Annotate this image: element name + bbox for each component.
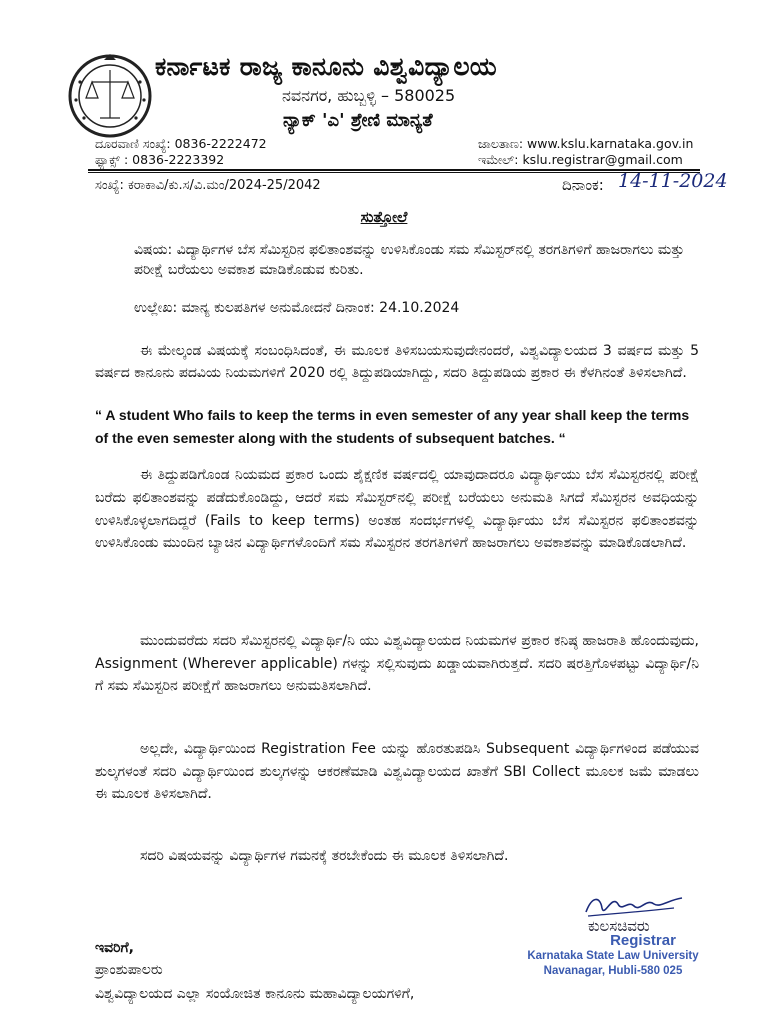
rule-quote: “ A student Who fails to keep the terms in even semester of any year shall keep the terms of the even semester along with the students of subsequent batches. “ xyxy=(95,407,690,446)
circular-title: ಸುತ್ತೋಲೆ xyxy=(360,208,408,226)
header-divider xyxy=(88,169,700,171)
fax-number: ಫ್ಯಾಕ್ಸ್ : 0836-2223392 xyxy=(95,152,225,167)
university-logo-icon xyxy=(66,52,154,140)
recipients-heading: ಇವರಿಗೆ, xyxy=(95,940,134,956)
accreditation-line: ನ್ಯಾಕ್ 'ಎ' ಶ್ರೇಣಿ ಮಾನ್ಯತೆ xyxy=(283,110,433,131)
paragraph-intro: ಈ ಮೇಲ್ಕಂಡ ವಿಷಯಕ್ಕೆ ಸಂಬಂಧಿಸಿದಂತೆ, ಈ ಮೂಲಕ ತಿಳಿಸಬಯಸುವುದೇನಂದರೆ, ವಿಶ್ವವಿದ್ಯಾಲಯದ 3 ವರ್ಷದ ಮತ್ತು 5 ವರ್ಷದ ಕಾನೂನು ಪದವಿಯ ನಿಯಮಗಳಿಗೆ 2020 ರಲ್ಲಿ ತಿದ್ದುಪಡಿಯಾಗಿದ್ದು, ಸದರಿ ತಿದ್ದುಪಡಿಯ ಪ್ರಕಾರ ಈ ಕೆಳಗಿನಂತೆ ತಿಳಿಸಲಾಗಿದೆ. xyxy=(95,343,699,381)
reference-line: ಉಲ್ಲೇಖ: ಮಾನ್ಯ ಕುಲಪತಿಗಳ ಅನುಮೋದನೆ ದಿನಾಂಕ: 24.10.2024 xyxy=(134,300,460,316)
seal-address: Navanagar, Hubli-580 025 xyxy=(543,965,683,977)
signatory-designation: ಕುಲಸಚಿವರು xyxy=(588,917,650,935)
paragraph-conditions: ಮುಂದುವರೆದು ಸದರಿ ಸೆಮಿಸ್ಟರನಲ್ಲಿ ವಿದ್ಯಾರ್ಥಿ/ನಿ ಯು ವಿಶ್ವವಿದ್ಯಾಲಯದ ನಿಯಮಗಳ ಪ್ರಕಾರ ಕನಿಷ್ಠ ಹಾಜರಾತಿ ಹೊಂದುವುದು, Assignment (Wherever applicable) ಗಳನ್ನು ಸಲ್ಲಿಸುವುದು ಖಡ್ಡಾಯವಾಗಿರುತ್ತದೆ. ಸದರಿ ಷರತ್ತಿಗೊಳಪಟ್ಟು ವಿದ್ಯಾರ್ಥಿ/ನಿ ಗೆ ಸಮ ಸೆಮಿಸ್ಟರಿನ ಪರೀಕ್ಷೆಗೆ ಹಾಜರಾಗಲು ಅನುಮತಿಸಲಾಗಿದೆ. xyxy=(95,633,699,694)
header-divider-thin xyxy=(88,172,700,173)
seal-title: Registrar xyxy=(610,932,676,949)
recipient-line-2: ವಿಶ್ವವಿದ್ಯಾಲಯದ ಎಲ್ಲಾ ಸಂಯೋಜಿತ ಕಾನೂನು ಮಹಾವಿದ್ಯಾಲಯಗಳಿಗೆ, xyxy=(95,986,415,1002)
paragraph-closing: ಸದರಿ ವಿಷಯವನ್ನು ವಿದ್ಯಾರ್ಥಿಗಳ ಗಮನಕ್ಕೆ ತರಬೇಕೆಂದು ಈ ಮೂಲಕ ತಿಳಿಸಲಾಗಿದೆ. xyxy=(140,848,509,864)
paragraph-fees: ಅಲ್ಲದೇ, ವಿದ್ಯಾರ್ಥಿಯಿಂದ Registration Fee ಯನ್ನು ಹೊರತುಪಡಿಸಿ Subsequent ವಿದ್ಯಾರ್ಥಿಗಳಿಂದ ಪಡೆಯುವ ಶುಲ್ಕಗಳಂತೆ ಸದರಿ ವಿದ್ಯಾರ್ಥಿಯಿಂದ ಶುಲ್ಕಗಳನ್ನು ಆಕರಣೆಮಾಡಿ ವಿಶ್ವವಿದ್ಯಾಲಯದ ಖಾತೆಗೆ SBI Collect ಮೂಲಕ ಜಮೆ ಮಾಡಲು ಈ ಮೂಲಕ ತಿಳಿಸಲಾಗಿದೆ. xyxy=(95,741,699,802)
recipient-line-1: ಪ್ರಾಂಶುಪಾಲರು xyxy=(95,962,163,978)
paragraph-rule-explanation: ಈ ತಿದ್ದುಪಡಿಗೊಂಡ ನಿಯಮದ ಪ್ರಕಾರ ಒಂದು ಶೈಕ್ಷಣಿಕ ವರ್ಷದಲ್ಲಿ ಯಾವುದಾದರೂ ವಿದ್ಯಾರ್ಥಿಯು ಬೆಸ ಸೆಮಿಸ್ಟರನಲ್ಲಿ ಪರೀಕ್ಷೆ ಬರೆದು ಫಲಿತಾಂಶವನ್ನು ಪಡೆದುಕೊಂಡಿದ್ದು, ಆದರೆ ಸಮ ಸೆಮಿಸ್ಟರ್‌ನಲ್ಲಿ ಪರೀಕ್ಷೆ ಬರೆಯಲು ಅನುಮತಿ ಸಿಗದೆ ಸೆಮಿಸ್ಟರನ ಅವಧಿಯನ್ನು ಉಳಿಸಿಕೊಳ್ಳಲಾಗದಿದ್ದರೆ (Fails to keep terms) ಅಂತಹ ಸಂದರ್ಭಗಳಲ್ಲಿ ವಿದ್ಯಾರ್ಥಿಯು ಬೆಸ ಸೆಮಿಸ್ಟರನ ಫಲಿತಾಂಶವನ್ನು ಉಳಿಸಿಕೊಂಡು ಮುಂದಿನ ಬ್ಯಾಚಿನ ವಿದ್ಯಾರ್ಥಿಗಳೊಂದಿಗೆ ಸಮ ಸೆಮಿಸ್ಟರನ ತರಗತಿಗಳಿಗೆ ಹಾಜರಾಗಲು ಅವಕಾಶವನ್ನು ಮಾಡಿಕೊಡಲಾಗಿದೆ. xyxy=(95,467,699,552)
email-link[interactable]: ಇಮೇಲ್: kslu.registrar@gmail.com xyxy=(478,152,683,167)
university-address: ನವನಗರ, ಹುಬ್ಬಳ್ಳಿ – 580025 xyxy=(282,86,456,105)
phone-number: ದೂರವಾಣಿ ಸಂಖ್ಯೆ: 0836-2222472 xyxy=(95,136,267,151)
university-name: ಕರ್ನಾಟಕ ರಾಜ್ಯ ಕಾನೂನು ವಿಶ್ವವಿದ್ಯಾಲಯ xyxy=(155,52,497,81)
reference-number: ಸಂಖ್ಯೆ: ಕರಾಕಾವಿ/ಕು.ಸ/ವಿ.ಮಂ/2024-25/2042 xyxy=(95,178,321,193)
date-label: ದಿನಾಂಕ: xyxy=(562,176,604,194)
handwritten-date: 14-11-2024 xyxy=(618,170,728,192)
website-link[interactable]: ಜಾಲತಾಣ: www.kslu.karnataka.gov.in xyxy=(478,136,694,151)
seal-university: Karnataka State Law University xyxy=(527,950,699,962)
subject-line: ವಿಷಯ: ವಿದ್ಯಾರ್ಥಿಗಳ ಬೆಸ ಸೆಮಿಸ್ಟರಿನ ಫಲಿತಾಂಶವನ್ನು ಉಳಿಸಿಕೊಂಡು ಸಮ ಸೆಮಿಸ್ಟರ್‌ನಲ್ಲಿ ತರಗತಿಗಳಿಗೆ ಹಾಜರಾಗಲು ಮತ್ತು ಪರೀಕ್ಷೆ ಬರೆಯಲು ಅವಕಾಶ ಮಾಡಿಕೊಡುವ ಕುರಿತು. xyxy=(134,242,685,278)
